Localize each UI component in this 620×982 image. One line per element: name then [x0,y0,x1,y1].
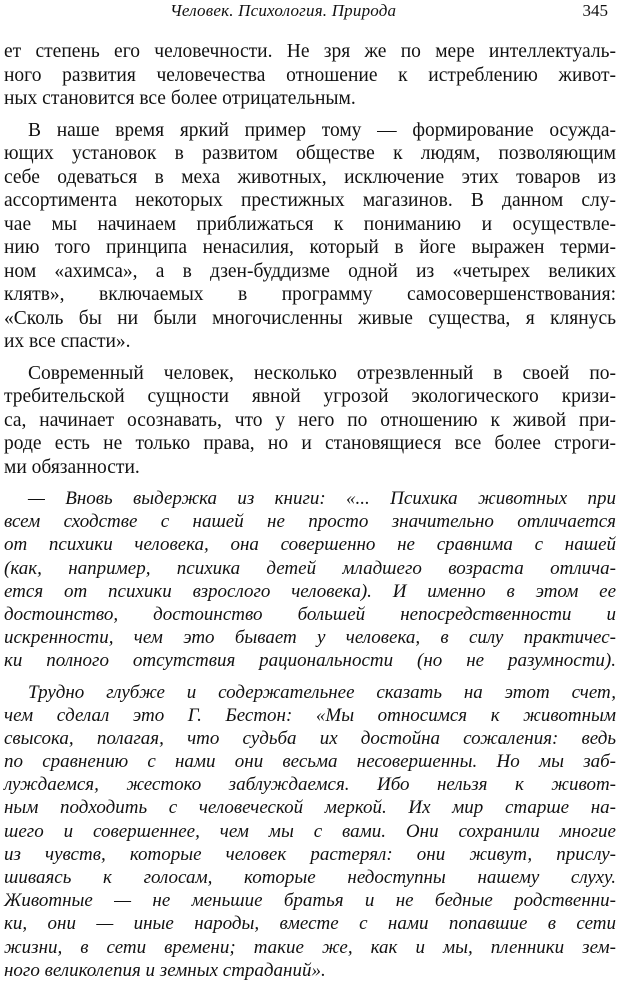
page-number: 345 [582,1,608,20]
quote-paragraph-1 [4,487,616,673]
text-line: луждаемся, жестоко заблуждаемся. Ибо нельзя к живот- [4,774,616,796]
text-line: достоинство, достоинство большей непосредственности и [4,603,616,625]
text-line: ассортимента некоторых престижных магазинов. В данном слу- [4,190,616,211]
text-line: требительской сущности явной угрозой экологического кризи- [4,386,616,407]
text-line: всем сходстве с нашей не просто значительно отличается [4,511,616,533]
paragraph-1 [4,40,616,111]
text-line: шего и совершеннее, чем мы с вами. Они сохранили многие [4,820,616,842]
text-line: ки полного отсутствия рациональности (но не разумности). [4,650,616,672]
text-line: — Вновь выдержка из книги: «... Психика животных при [28,488,616,509]
text-line: из чувств, которые человек растерял: они живут, прислу- [4,843,616,865]
text-line: ного развития человечества отношение к истреблению живот- [4,64,616,86]
text-line: искренности, чем это бывает у человека, в силу практичес- [4,627,616,649]
text-line: роде есть не только права, но и становящиеся все более строги- [4,433,616,454]
page-header [0,0,620,26]
text-line: (как, например, психика детей младшего возраста отлича- [4,557,616,579]
text-line: ющих установок в развитом обществе к людям, позволяющим [4,143,616,164]
text-line: ных становится все более отрицательным. [4,88,356,109]
text-line: ном «ахимса», а в дзен-буддизме одной из «четырех великих [4,260,616,282]
text-line: шиваясь к голосам, которые недоступны нашему слуху. [4,867,616,888]
text-line: по сравнению с нами они весьма несовершенны. Но мы заб- [4,751,616,773]
text-line: ным подходить с человеческой меркой. Их мир старше на- [4,797,616,819]
paragraph-3 [4,362,616,480]
text-line: ется от психики взрослого человека). И именно в этом ее [4,580,616,602]
text-line: ми обязанности. [4,456,140,478]
page-body [4,40,616,982]
running-head: Человек. Психология. Природа [170,1,397,20]
text-line: ного великолепия и земных страданий». [4,959,326,981]
text-line: нию того принципа ненасилия, который в йоге выражен терми- [4,237,616,258]
text-line: чае мы начинаем приближаться к пониманию и осуществле- [4,213,616,235]
text-line: чем сделал это Г. Бестон: «Мы относимся к животным [4,704,616,726]
text-line: Животные — не меньшие братья и не бедные родственни- [4,890,616,912]
paragraph-2 [4,119,616,354]
text-line: Трудно глубже и содержательнее сказать на этот счет, [28,681,616,703]
quote-paragraph-2 [4,681,616,982]
text-line: их все спасти». [4,331,131,352]
text-line: ки, они — иные народы, вместе с нами попавшие в сети [4,913,616,935]
text-line: клятв», включаемых в программу самосовершенствования: [4,284,616,305]
text-line: свысока, полагая, что судьба их достойна сожаления: ведь [4,727,616,749]
text-line: ет степень его человечности. Не зря же по мере интеллектуаль- [4,41,616,62]
text-line: себе одеваться в меха животных, исключение этих товаров из [4,166,616,188]
text-line: «Сколь бы ни были многочисленны живые существа, я клянусь [4,307,616,329]
text-line: В наше время яркий пример тому — формирование осужда- [28,119,616,141]
text-line: са, начинает осознавать, что у него по отношению к живой при- [4,409,616,431]
text-line: от психики человека, она совершенно не сравнима с нашей [4,534,616,556]
text-line: жизни, в сети времени; такие же, как и мы, пленники зем- [4,936,616,958]
text-line: Современный человек, несколько отрезвленный в своей по- [28,362,616,384]
